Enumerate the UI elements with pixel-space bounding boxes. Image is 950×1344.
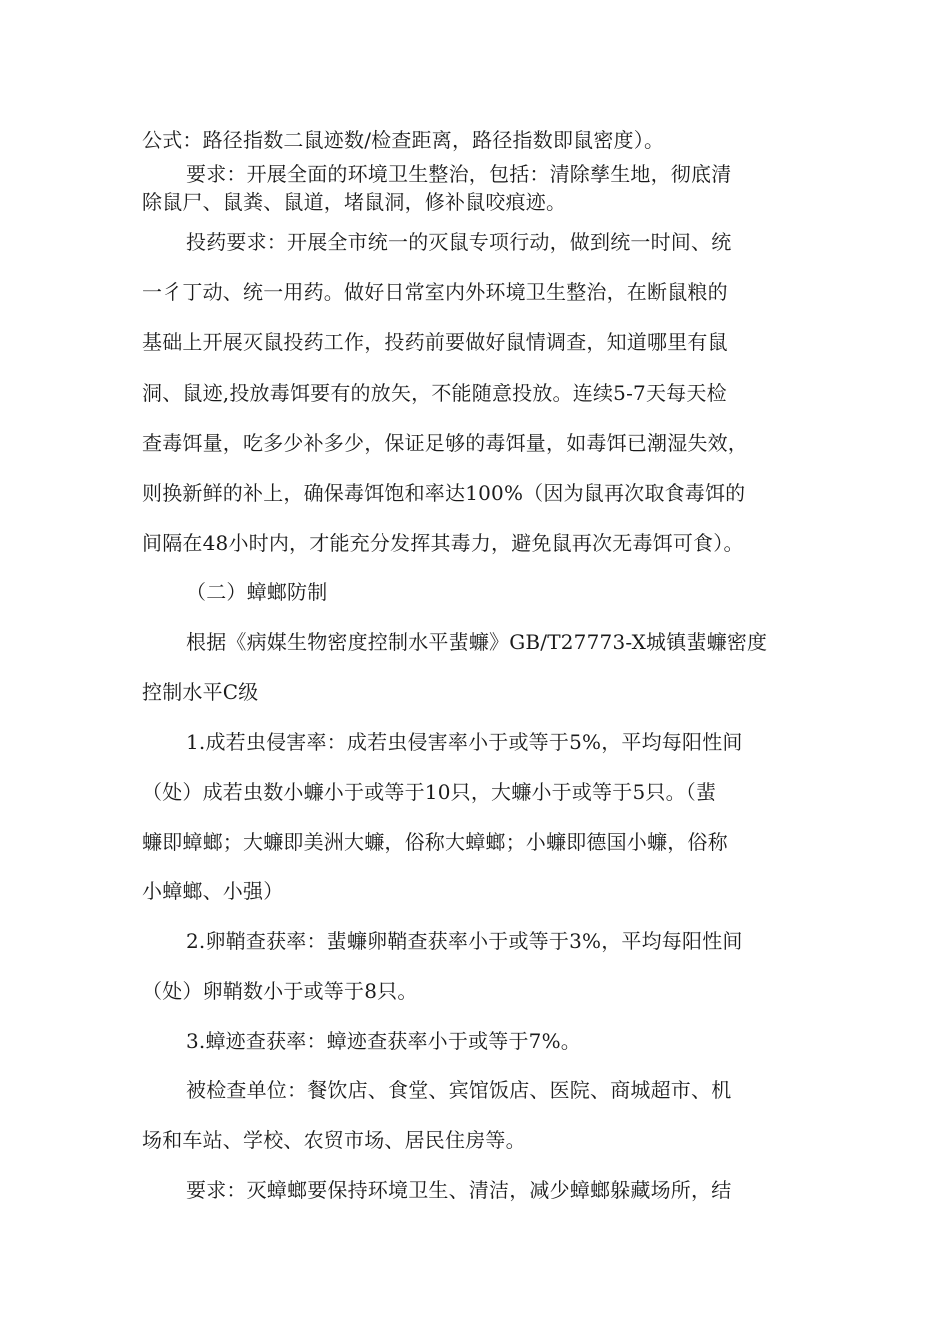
text-line-bait-requirement-b: 一彳丁动、统一用药。做好日常室内外环境卫生整治，在断鼠粮的 [142, 280, 728, 304]
text-line-item-2b: （处）卵鞘数小于或等于8只。 [142, 979, 418, 1003]
text-line-item-1b: （处）成若虫数小蠊小于或等于10只，大蠊小于或等于5只。（蜚 [142, 780, 717, 804]
text-line-bait-requirement-d: 洞、鼠迹,投放毒饵要有的放矢，不能随意投放。连续5-7天每天检 [142, 381, 727, 405]
text-line-requirement-2: 要求：灭蟑螂要保持环境卫生、清洁，减少蟑螂躲藏场所，结 [186, 1178, 732, 1202]
text-line-item-3: 3.蟑迹查获率：蟑迹查获率小于或等于7%。 [186, 1029, 582, 1053]
text-line-bait-requirement-a: 投药要求：开展全市统一的灭鼠专项行动，做到统一时间、统 [186, 230, 732, 254]
section-heading-cockroach: （二）蟑螂防制 [186, 580, 328, 604]
text-line-bait-requirement-e: 查毒饵量，吃多少补多少，保证足够的毒饵量，如毒饵已潮湿失效， [142, 431, 748, 455]
text-line-standard-a: 根据《病媒生物密度控制水平蜚蠊》GB/T27773-X城镇蜚蠊密度 [186, 630, 768, 654]
text-line-requirement-1b: 除鼠尸、鼠粪、鼠道，堵鼠洞，修补鼠咬痕迹。 [142, 190, 567, 214]
text-line-item-1a: 1.成若虫侵害率：成若虫侵害率小于或等于5%，平均每阳性间 [186, 730, 743, 754]
text-line-bait-requirement-f: 则换新鲜的补上，确保毒饵饱和率达100%（因为鼠再次取食毒饵的 [142, 481, 746, 505]
text-line-item-2a: 2.卵鞘查获率：蜚蠊卵鞘查获率小于或等于3%，平均每阳性间 [186, 929, 743, 953]
text-line-item-1c: 蠊即蟑螂；大蠊即美洲大蠊，俗称大蟑螂；小蠊即德国小蠊，俗称 [142, 830, 728, 854]
text-line-formula: 公式：路径指数二鼠迹数/检查距离，路径指数即鼠密度）。 [142, 128, 665, 152]
text-line-bait-requirement-c: 基础上开展灭鼠投药工作，投药前要做好鼠情调查，知道哪里有鼠 [142, 330, 728, 354]
text-line-item-1d: 小蟑螂、小强） [142, 879, 284, 903]
text-line-standard-b: 控制水平C级 [142, 680, 259, 704]
text-line-inspected-units-a: 被检查单位：餐饮店、食堂、宾馆饭店、医院、商城超市、机 [186, 1078, 732, 1102]
text-line-bait-requirement-g: 间隔在48小时内，才能充分发挥其毒力，避免鼠再次无毒饵可食）。 [142, 531, 744, 555]
text-line-requirement-1a: 要求：开展全面的环境卫生整治，包括：清除孳生地，彻底清 [186, 162, 732, 186]
text-line-inspected-units-b: 场和车站、学校、农贸市场、居民住房等。 [142, 1128, 526, 1152]
